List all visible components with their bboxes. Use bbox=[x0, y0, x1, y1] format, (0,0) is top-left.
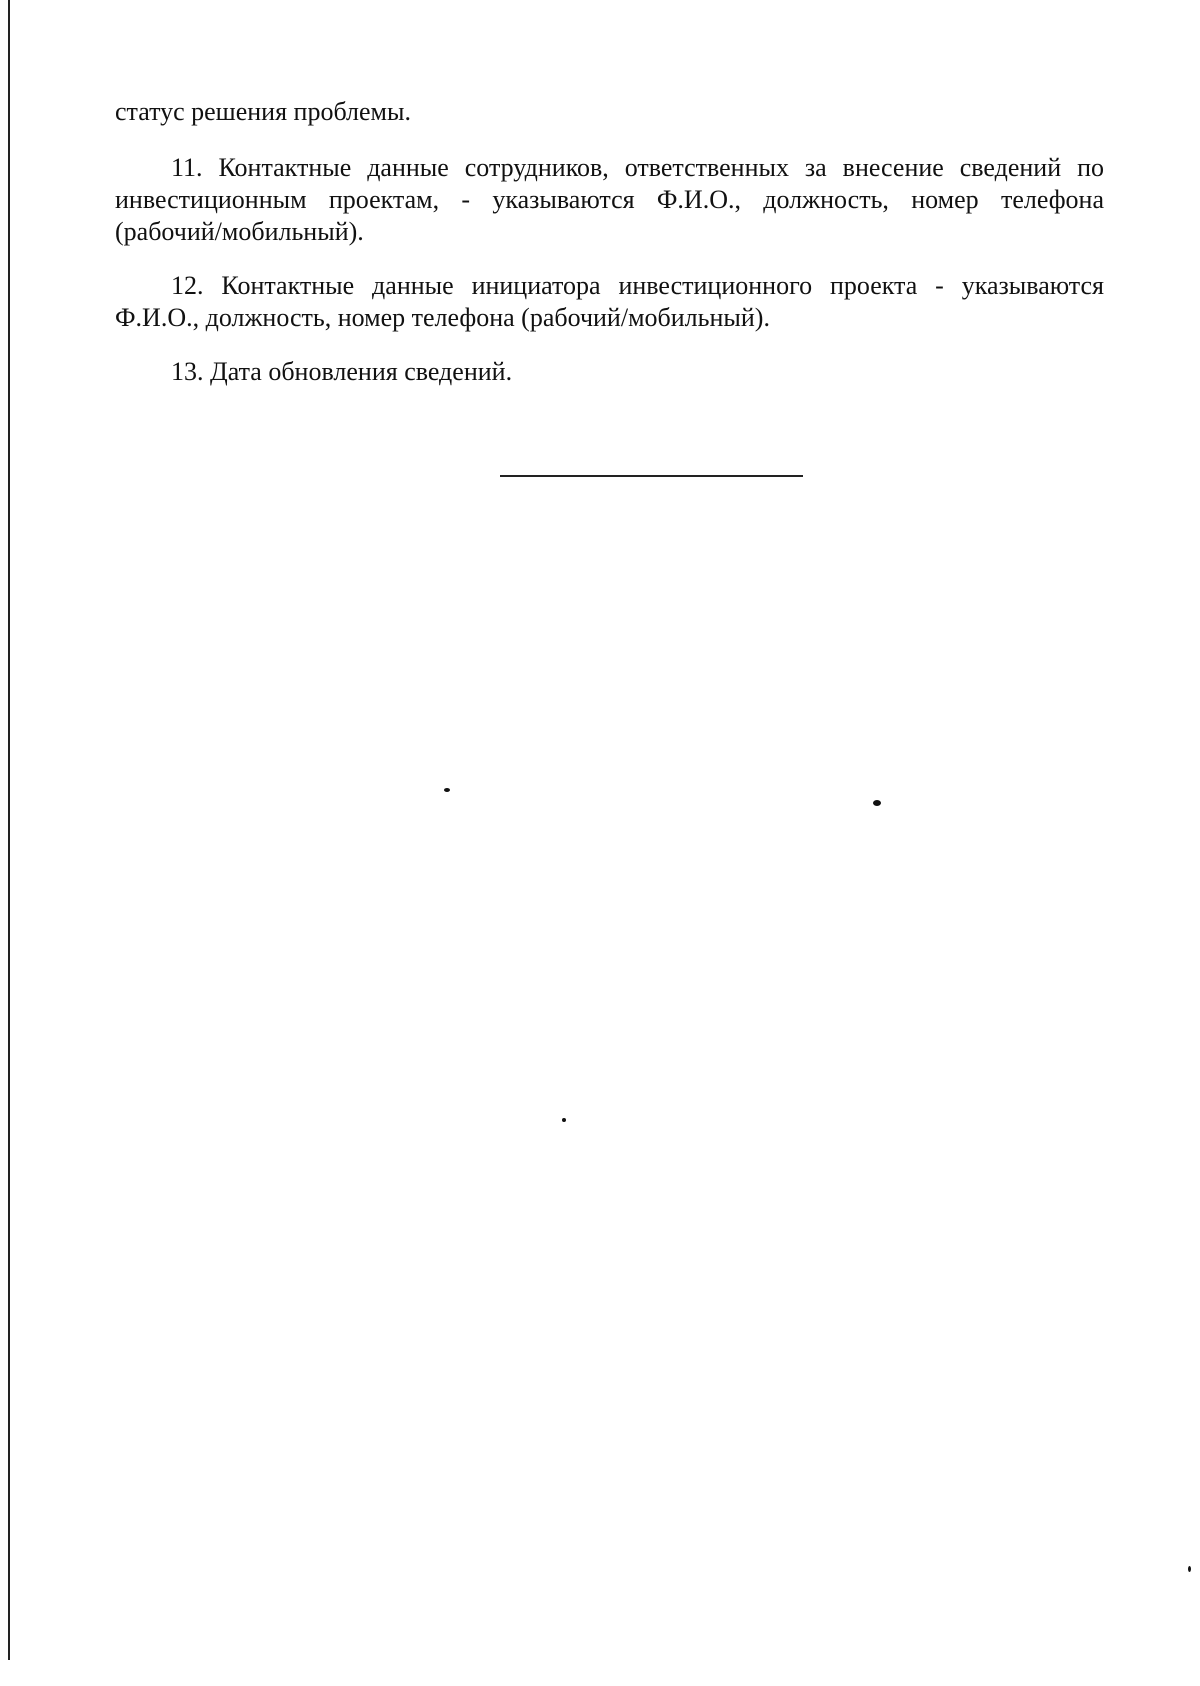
paragraph-item-13: 13. Дата обновления сведений. bbox=[171, 357, 513, 386]
scan-speck bbox=[873, 800, 881, 806]
scan-speck bbox=[1188, 1566, 1191, 1572]
scan-speck bbox=[444, 788, 450, 792]
scan-edge-line bbox=[8, 0, 10, 1660]
paragraph-item-11: 11. Контактные данные сотрудников, ответственных за внесение сведений по инвестиционным проектам, - указываются Ф.И.О., должность, номер телефона (рабочий/мобильный). bbox=[115, 153, 1104, 246]
paragraph-item-12: 12. Контактные данные инициатора инвестиционного проекта - указываются Ф.И.О., должность, номер телефона (рабочий/мобильный). bbox=[115, 271, 1104, 332]
separator-line bbox=[500, 475, 803, 477]
paragraph-continuation: статус решения проблемы. bbox=[115, 97, 411, 126]
scan-speck bbox=[562, 1118, 566, 1122]
